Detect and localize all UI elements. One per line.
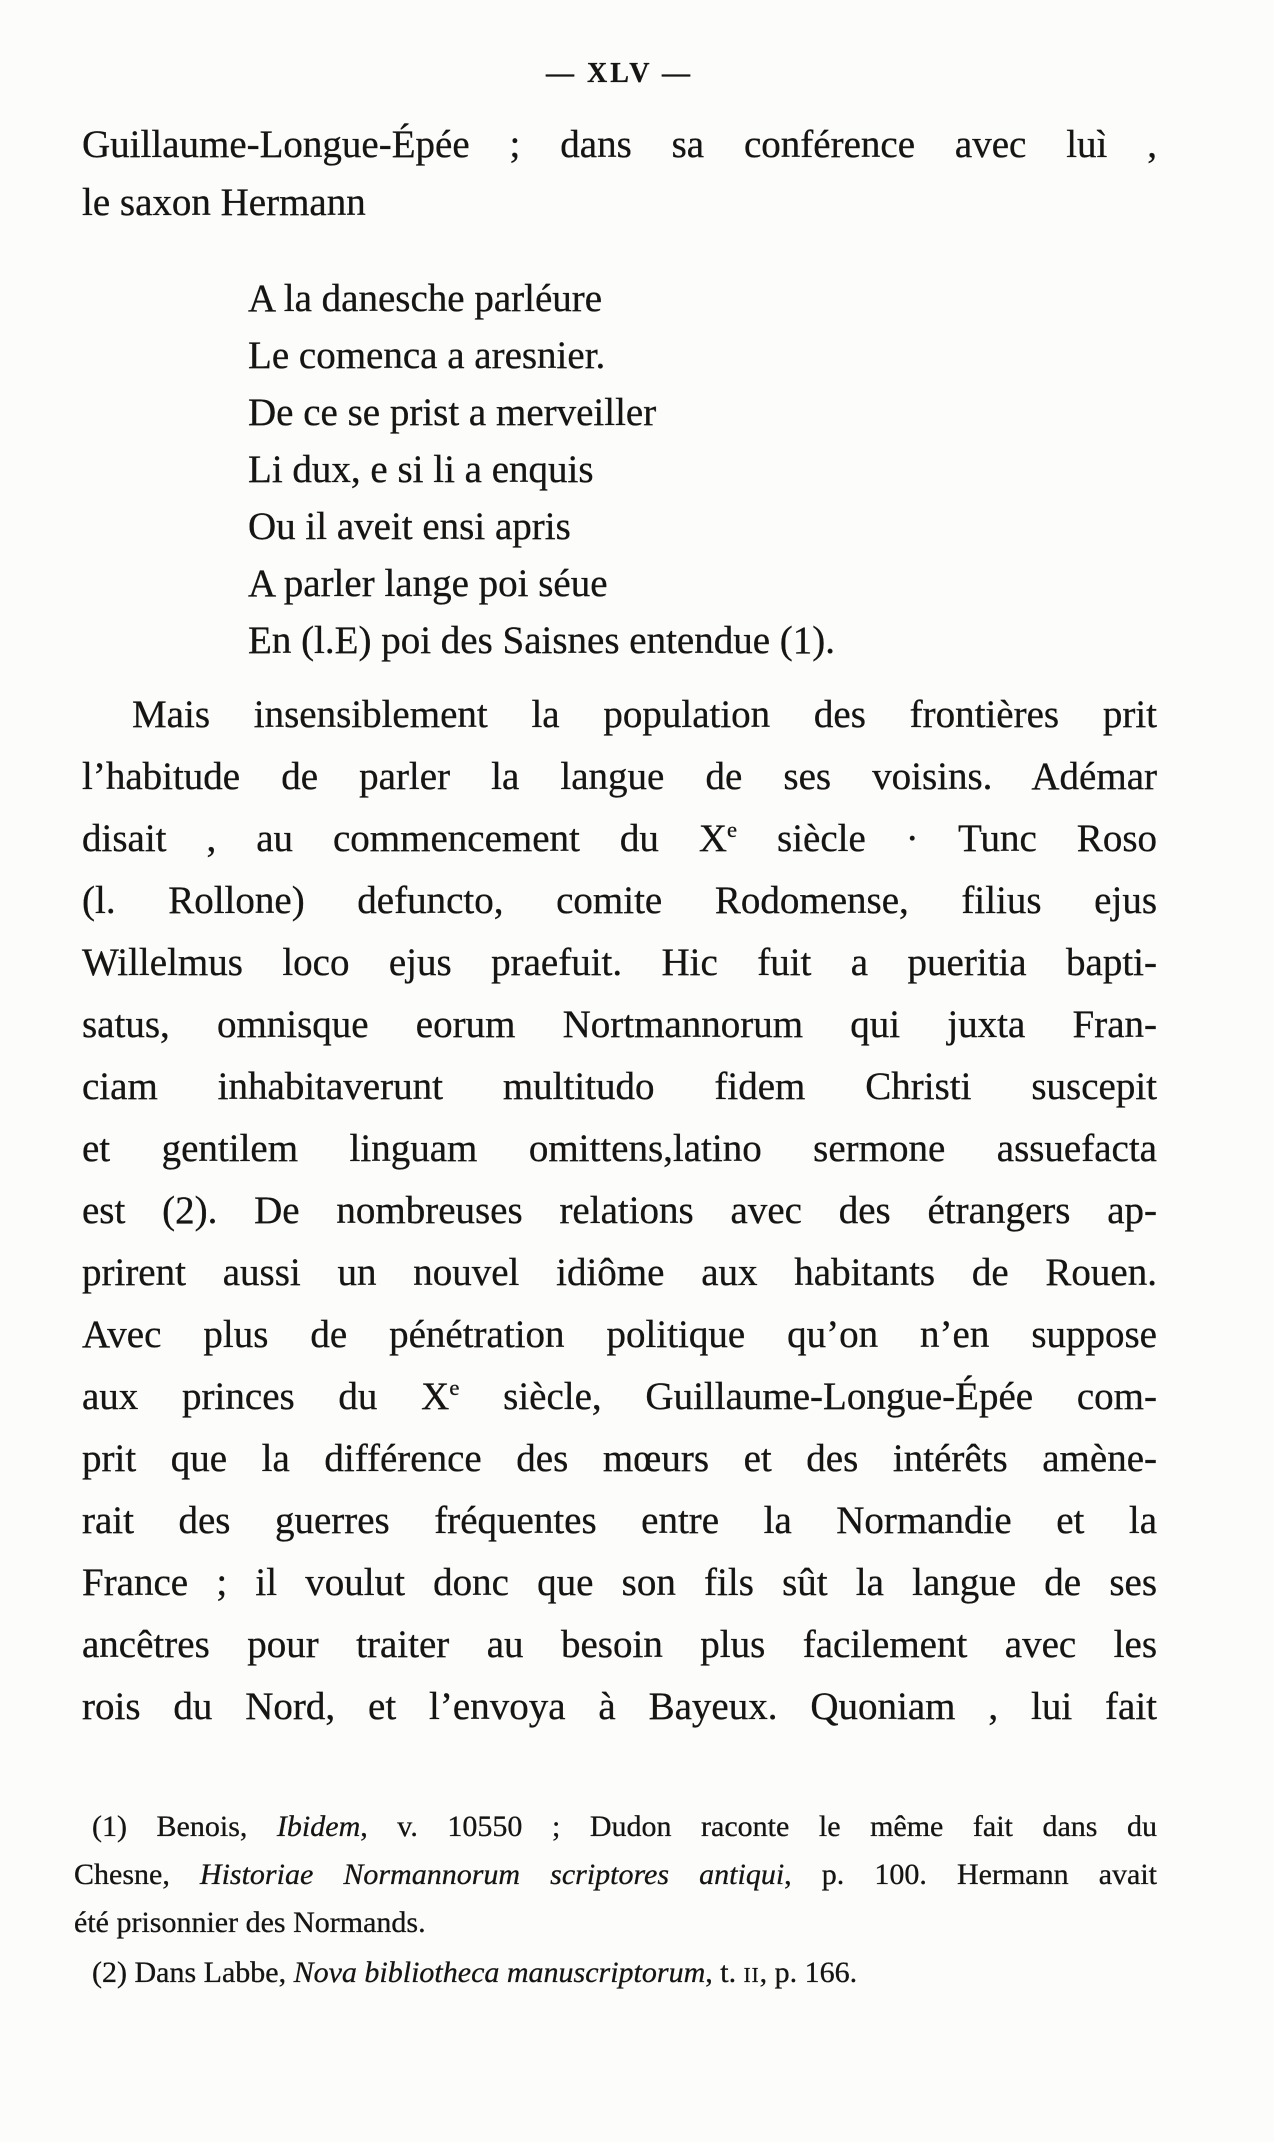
superscript-e: e [727,817,738,842]
verse-line: A la danesche parléure [248,277,603,320]
body-line: ancêtres pour traiter au besoin plus facilement avec les [82,1623,1157,1666]
footnote-2-line [74,1949,1157,1997]
intro-paragraph [82,116,1157,232]
footnote-text: , v. 10550 ; Dudon raconte le même fait dans du [360,1810,1157,1843]
footnotes-block [74,1803,1157,1997]
footnote-text: , t. [705,1956,744,1989]
body-line: est (2). De nombreuses relations avec des étrangers ap- [82,1189,1157,1232]
main-paragraph [82,684,1157,1738]
footnote-text: (1) Benois, [92,1810,277,1843]
body-text: disait , au commencement du X [82,817,728,860]
superscript-e: e [449,1375,460,1400]
body-text: siècle · Tunc Roso [737,817,1157,860]
body-text: siècle, Guillaume-Longue-Épée com- [459,1375,1157,1418]
body-line: Willelmus loco ejus praefuit. Hic fuit a pueritia bapti- [82,941,1157,984]
body-line: prirent aussi un nouvel idiôme aux habitants de Rouen. [82,1251,1157,1294]
footnote-italic-title: Ibidem [276,1810,361,1843]
body-line [82,808,1157,870]
footnote-italic-title: Historiae Normannorum scriptores antiqui [199,1858,785,1891]
footnote-text: , p. 100. Hermann avait [784,1858,1157,1891]
page-number-header: — XLV — [545,58,694,89]
body-line: Avec plus de pénétration politique qu’on n’en suppose [82,1313,1157,1356]
verse-line: Le comenca a aresnier. [248,334,606,377]
verse-line: Ou il aveit ensi apris [248,505,571,548]
intro-line-2: le saxon Hermann [82,181,366,224]
footnote-1-line [74,1851,1157,1899]
footnote-text: , p. 166. [759,1956,858,1989]
intro-line-1: Guillaume-Longue-Épée ; dans sa conférence avec luì , [82,123,1157,166]
footnote-text: Chesne, [74,1858,200,1891]
body-line: et gentilem linguam omittens,latino sermone assuefacta [82,1127,1157,1170]
verse-quotation [248,270,835,669]
body-line: rois du Nord, et l’envoya à Bayeux. Quoniam , lui fait [82,1685,1157,1728]
verse-line: De ce se prist a merveiller [248,391,657,434]
verse-line: Li dux, e si li a enquis [248,448,594,491]
body-line: rait des guerres fréquentes entre la Normandie et la [82,1499,1157,1542]
verse-line: En (l.E) poi des Saisnes entendue (1). [248,619,836,662]
body-line: (l. Rollone) defuncto, comite Rodomense, filius ejus [82,879,1157,922]
footnote-1-line: été prisonnier des Normands. [74,1906,426,1939]
body-line [82,1366,1157,1428]
roman-numeral-smallcaps: ii [743,1956,760,1989]
body-line: ciam inhabitaverunt multitudo fidem Christi suscepit [82,1065,1157,1108]
body-line: satus, omnisque eorum Nortmannorum qui juxta Fran- [82,1003,1157,1046]
body-line: l’habitude de parler la langue de ses voisins. Adémar [82,755,1157,798]
footnote-1-line [74,1803,1157,1851]
footnote-italic-title: Nova bibliotheca manuscriptorum [293,1956,706,1989]
body-line: prit que la différence des mœurs et des intérêts amène- [82,1437,1157,1480]
verse-line: A parler lange poi séue [248,562,608,605]
body-line: France ; il voulut donc que son fils sût la langue de ses [82,1561,1157,1604]
body-line: Mais insensiblement la population des frontières prit [132,693,1157,736]
footnote-text: (2) Dans Labbe, [92,1956,294,1989]
body-text: aux princes du X [82,1375,450,1418]
